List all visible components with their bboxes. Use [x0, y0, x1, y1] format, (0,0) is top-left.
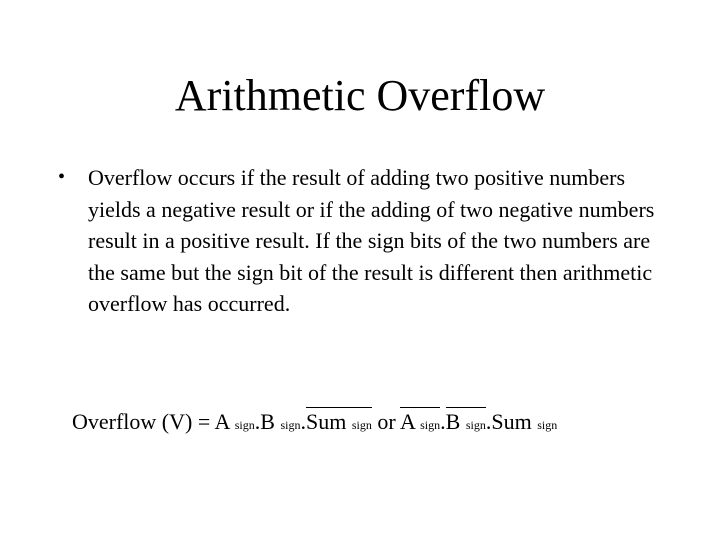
- formula-b-term-negated: B sign: [445, 409, 486, 434]
- overflow-formula: Overflow (V) = A sign.B sign.Sum sign or A sign.B sign.Sum sign: [72, 409, 558, 434]
- formula-or: or: [371, 409, 400, 434]
- bullet-text: Overflow occurs if the result of adding two positive numbers yields a negative result or if the adding of two negative numbers result in a positive result. If the sign bits of the two numbers are the same but the sign bit of the result is different then arithmetic overflow has occurred.: [88, 165, 655, 316]
- formula-sum-term-negated: Sum sign: [305, 409, 372, 434]
- formula-a-term-negated: A sign: [399, 409, 441, 434]
- formula-sum-term-2: Sum sign: [491, 409, 558, 434]
- bullet-dot-icon: •: [58, 166, 66, 188]
- bullet-list: [52, 162, 682, 320]
- formula-lhs: Overflow (V) =: [72, 409, 215, 434]
- slide-title: Arithmetic Overflow: [174, 71, 546, 120]
- formula-b-term-1: B sign: [260, 409, 301, 434]
- formula-a-term-1: A sign: [214, 409, 255, 434]
- bullet-item: [52, 162, 682, 320]
